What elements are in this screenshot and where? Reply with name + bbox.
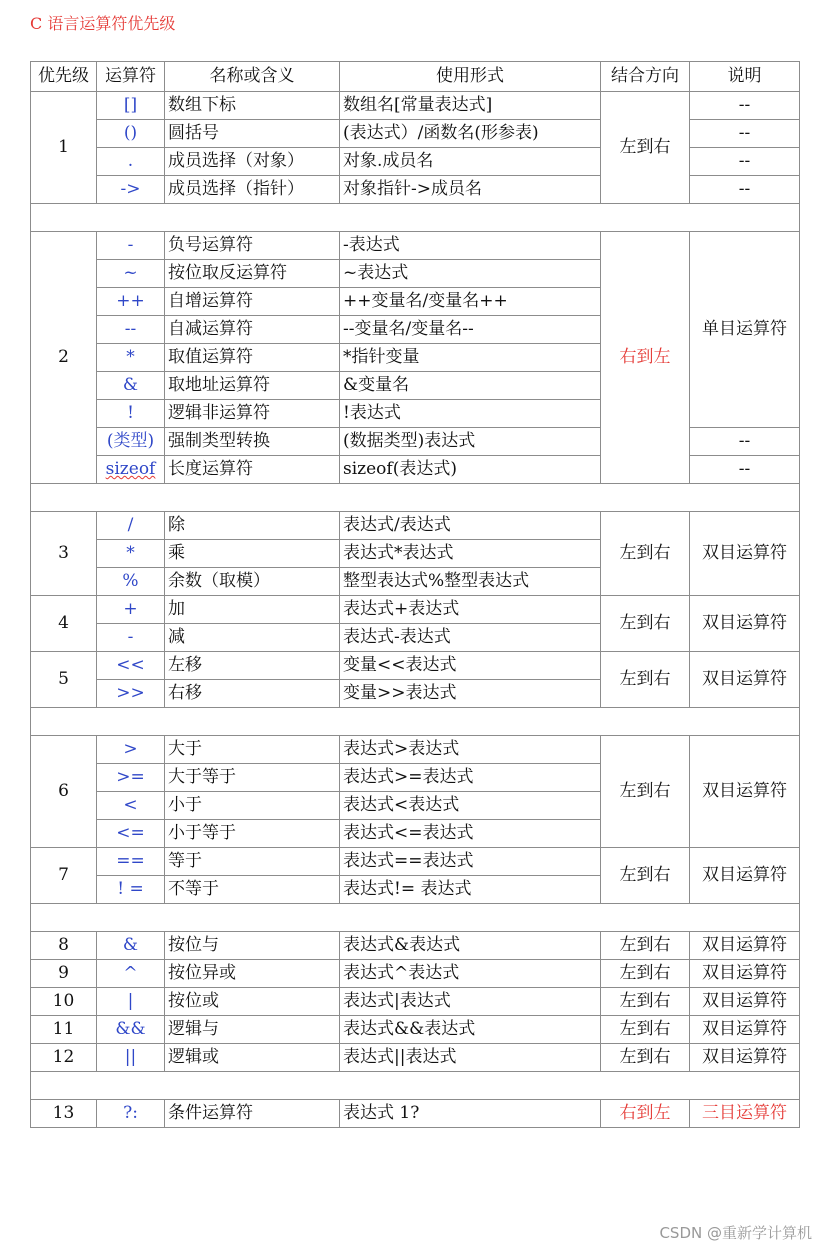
- usage-cell: 表达式>表达式: [340, 736, 601, 764]
- usage-cell: 表达式^表达式: [340, 960, 601, 988]
- operator-cell: --: [97, 316, 165, 344]
- table-row: [31, 512, 800, 540]
- name-cell: 大于等于: [165, 764, 340, 792]
- name-cell: 取地址运算符: [165, 372, 340, 400]
- level-cell: 7: [31, 848, 97, 904]
- usage-cell: 表达式-表达式: [340, 624, 601, 652]
- assoc-cell: 右到左: [601, 1100, 690, 1128]
- usage-cell: (表达式）/函数名(形参表): [340, 120, 601, 148]
- assoc-cell: 左到右: [601, 988, 690, 1016]
- operator-precedence-table: [30, 61, 800, 1128]
- usage-cell: 表达式||表达式: [340, 1044, 601, 1072]
- usage-cell: 表达式!= 表达式: [340, 876, 601, 904]
- note-cell: 双目运算符: [690, 1016, 800, 1044]
- note-cell: 单目运算符: [690, 232, 800, 428]
- name-cell: 等于: [165, 848, 340, 876]
- assoc-cell: 左到右: [601, 1044, 690, 1072]
- level-cell: 9: [31, 960, 97, 988]
- name-cell: 逻辑与: [165, 1016, 340, 1044]
- header-cell: 使用形式: [340, 62, 601, 92]
- usage-cell: 表达式==表达式: [340, 848, 601, 876]
- operator-cell: &: [97, 372, 165, 400]
- spacer-row: [31, 484, 800, 512]
- operator-cell: -: [97, 232, 165, 260]
- level-cell: 5: [31, 652, 97, 708]
- operator-cell: <=: [97, 820, 165, 848]
- note-cell: 双目运算符: [690, 1044, 800, 1072]
- usage-cell: 对象指针->成员名: [340, 176, 601, 204]
- assoc-cell: 左到右: [601, 1016, 690, 1044]
- name-cell: 小于等于: [165, 820, 340, 848]
- header-cell: 名称或含义: [165, 62, 340, 92]
- usage-cell: --变量名/变量名--: [340, 316, 601, 344]
- operator-cell: /: [97, 512, 165, 540]
- name-cell: 强制类型转换: [165, 428, 340, 456]
- name-cell: 条件运算符: [165, 1100, 340, 1128]
- assoc-cell: 左到右: [601, 960, 690, 988]
- note-cell: --: [690, 428, 800, 456]
- table-row: [31, 932, 800, 960]
- usage-cell: sizeof(表达式): [340, 456, 601, 484]
- name-cell: 按位或: [165, 988, 340, 1016]
- name-cell: 自减运算符: [165, 316, 340, 344]
- table-row: [31, 652, 800, 680]
- note-cell: 双目运算符: [690, 932, 800, 960]
- name-cell: 不等于: [165, 876, 340, 904]
- operator-cell: %: [97, 568, 165, 596]
- usage-cell: 变量<<表达式: [340, 652, 601, 680]
- name-cell: 乘: [165, 540, 340, 568]
- operator-cell: ->: [97, 176, 165, 204]
- usage-cell: -表达式: [340, 232, 601, 260]
- spacer-cell: [31, 484, 800, 512]
- usage-cell: (数据类型)表达式: [340, 428, 601, 456]
- spacer-cell: [31, 904, 800, 932]
- operator-cell: (): [97, 120, 165, 148]
- assoc-cell: 左到右: [601, 92, 690, 204]
- operator-cell: *: [97, 344, 165, 372]
- usage-cell: 表达式 1?: [340, 1100, 601, 1128]
- operator-cell: |: [97, 988, 165, 1016]
- operator-cell: sizeof: [97, 456, 165, 484]
- level-cell: 11: [31, 1016, 97, 1044]
- name-cell: 数组下标: [165, 92, 340, 120]
- name-cell: 自增运算符: [165, 288, 340, 316]
- table-row: [31, 232, 800, 260]
- operator-cell: ||: [97, 1044, 165, 1072]
- name-cell: 右移: [165, 680, 340, 708]
- name-cell: 小于: [165, 792, 340, 820]
- assoc-cell: 右到左: [601, 232, 690, 484]
- operator-cell: !: [97, 400, 165, 428]
- spacer-row: [31, 204, 800, 232]
- name-cell: 成员选择（对象）: [165, 148, 340, 176]
- name-cell: 成员选择（指针）: [165, 176, 340, 204]
- usage-cell: 表达式/表达式: [340, 512, 601, 540]
- spacer-row: [31, 904, 800, 932]
- usage-cell: 表达式*表达式: [340, 540, 601, 568]
- level-cell: 8: [31, 932, 97, 960]
- usage-cell: 表达式<表达式: [340, 792, 601, 820]
- level-cell: 1: [31, 92, 97, 204]
- note-cell: --: [690, 176, 800, 204]
- level-cell: 13: [31, 1100, 97, 1128]
- operator-cell: &: [97, 932, 165, 960]
- table-row: [31, 1016, 800, 1044]
- usage-cell: 数组名[常量表达式]: [340, 92, 601, 120]
- note-cell: 双目运算符: [690, 960, 800, 988]
- operator-cell: ?:: [97, 1100, 165, 1128]
- table-row: [31, 848, 800, 876]
- name-cell: 按位与: [165, 932, 340, 960]
- name-cell: 取值运算符: [165, 344, 340, 372]
- operator-cell: +: [97, 596, 165, 624]
- name-cell: 圆括号: [165, 120, 340, 148]
- note-cell: 三目运算符: [690, 1100, 800, 1128]
- operator-cell: ! =: [97, 876, 165, 904]
- usage-cell: !表达式: [340, 400, 601, 428]
- usage-cell: 表达式|表达式: [340, 988, 601, 1016]
- header-cell: 优先级: [31, 62, 97, 92]
- operator-cell: >: [97, 736, 165, 764]
- note-cell: 双目运算符: [690, 988, 800, 1016]
- usage-cell: *指针变量: [340, 344, 601, 372]
- operator-cell: (类型): [97, 428, 165, 456]
- assoc-cell: 左到右: [601, 848, 690, 904]
- note-cell: 双目运算符: [690, 596, 800, 652]
- operator-cell: ++: [97, 288, 165, 316]
- usage-cell: 表达式>=表达式: [340, 764, 601, 792]
- name-cell: 长度运算符: [165, 456, 340, 484]
- assoc-cell: 左到右: [601, 596, 690, 652]
- name-cell: 左移: [165, 652, 340, 680]
- note-cell: 双目运算符: [690, 652, 800, 708]
- table-row: [31, 1100, 800, 1128]
- note-cell: --: [690, 92, 800, 120]
- operator-cell: *: [97, 540, 165, 568]
- usage-cell: 对象.成员名: [340, 148, 601, 176]
- usage-cell: 表达式&表达式: [340, 932, 601, 960]
- note-cell: --: [690, 456, 800, 484]
- name-cell: 除: [165, 512, 340, 540]
- name-cell: 减: [165, 624, 340, 652]
- operator-cell: []: [97, 92, 165, 120]
- table-row: [31, 988, 800, 1016]
- note-cell: 双目运算符: [690, 512, 800, 596]
- assoc-cell: 左到右: [601, 932, 690, 960]
- spacer-row: [31, 1072, 800, 1100]
- usage-cell: 变量>>表达式: [340, 680, 601, 708]
- name-cell: 按位异或: [165, 960, 340, 988]
- name-cell: 按位取反运算符: [165, 260, 340, 288]
- table-row: [31, 960, 800, 988]
- usage-cell: &变量名: [340, 372, 601, 400]
- assoc-cell: 左到右: [601, 652, 690, 708]
- name-cell: 逻辑非运算符: [165, 400, 340, 428]
- table-row: [31, 736, 800, 764]
- usage-cell: 整型表达式%整型表达式: [340, 568, 601, 596]
- assoc-cell: 左到右: [601, 736, 690, 848]
- name-cell: 余数（取模）: [165, 568, 340, 596]
- usage-cell: ~表达式: [340, 260, 601, 288]
- table-row: [31, 92, 800, 120]
- watermark: CSDN @重新学计算机: [659, 1224, 812, 1242]
- spacer-row: [31, 708, 800, 736]
- header-cell: 结合方向: [601, 62, 690, 92]
- level-cell: 4: [31, 596, 97, 652]
- page-title: C 语言运算符优先级: [30, 14, 176, 33]
- operator-cell: .: [97, 148, 165, 176]
- operator-cell: ==: [97, 848, 165, 876]
- operator-cell: >>: [97, 680, 165, 708]
- name-cell: 大于: [165, 736, 340, 764]
- level-cell: 6: [31, 736, 97, 848]
- name-cell: 逻辑或: [165, 1044, 340, 1072]
- operator-cell: &&: [97, 1016, 165, 1044]
- table-row: [31, 596, 800, 624]
- operator-cell: >=: [97, 764, 165, 792]
- usage-cell: 表达式&&表达式: [340, 1016, 601, 1044]
- usage-cell: 表达式<=表达式: [340, 820, 601, 848]
- header-cell: 说明: [690, 62, 800, 92]
- spacer-cell: [31, 708, 800, 736]
- level-cell: 12: [31, 1044, 97, 1072]
- level-cell: 2: [31, 232, 97, 484]
- operator-cell: ^: [97, 960, 165, 988]
- operator-cell: -: [97, 624, 165, 652]
- note-cell: --: [690, 120, 800, 148]
- header-cell: 运算符: [97, 62, 165, 92]
- usage-cell: 表达式+表达式: [340, 596, 601, 624]
- note-cell: --: [690, 148, 800, 176]
- assoc-cell: 左到右: [601, 512, 690, 596]
- table-row: [31, 1044, 800, 1072]
- usage-cell: ++变量名/变量名++: [340, 288, 601, 316]
- operator-cell: <<: [97, 652, 165, 680]
- name-cell: 负号运算符: [165, 232, 340, 260]
- note-cell: 双目运算符: [690, 848, 800, 904]
- header-row: [31, 62, 800, 92]
- operator-cell: <: [97, 792, 165, 820]
- spacer-cell: [31, 1072, 800, 1100]
- name-cell: 加: [165, 596, 340, 624]
- note-cell: 双目运算符: [690, 736, 800, 848]
- operator-cell: ~: [97, 260, 165, 288]
- spacer-cell: [31, 204, 800, 232]
- level-cell: 10: [31, 988, 97, 1016]
- level-cell: 3: [31, 512, 97, 596]
